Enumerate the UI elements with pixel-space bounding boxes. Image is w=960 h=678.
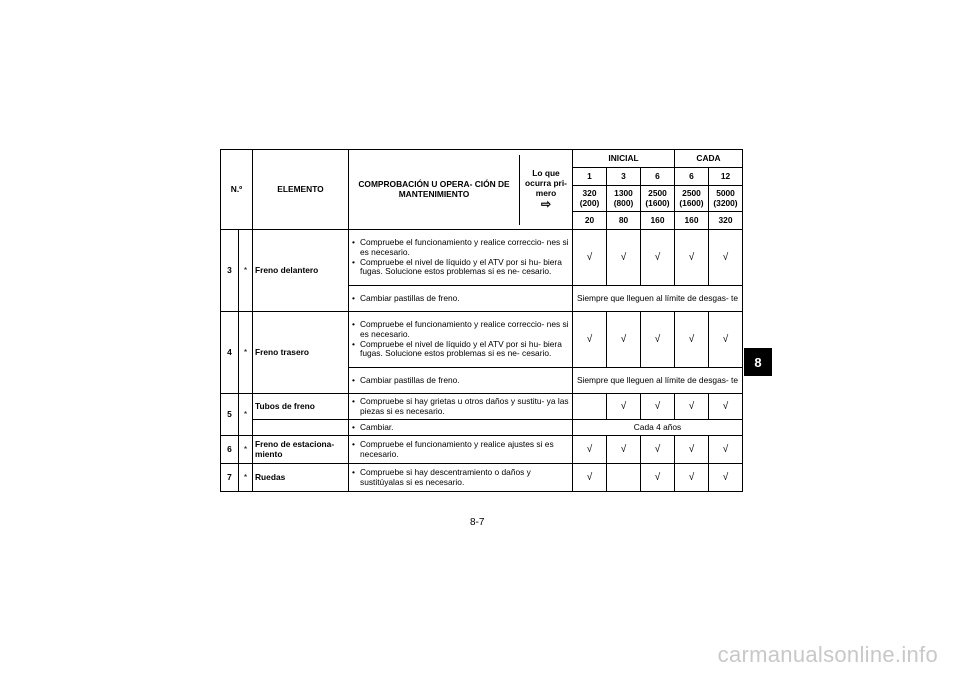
- horas-2: 80: [607, 212, 641, 230]
- row-3-star: *: [239, 230, 253, 312]
- chapter-tab: 8: [744, 348, 772, 376]
- row-7-element: Ruedas: [253, 464, 349, 492]
- row-4-replace-cell: [349, 368, 573, 394]
- row-5-check-3: √: [641, 394, 675, 420]
- row-7-check-3: √: [641, 464, 675, 492]
- watermark: carmanualsonline.info: [717, 642, 938, 667]
- horas-5: 320: [709, 212, 743, 230]
- row-3-checks: [349, 230, 573, 286]
- row-7-check-4: √: [675, 464, 709, 492]
- row-3-element: Freno delantero: [253, 230, 349, 312]
- maintenance-table: [220, 149, 743, 492]
- row-5-note: Cada 4 años: [573, 420, 743, 436]
- header-first: Lo que ocurra pri- mero: [525, 168, 567, 198]
- row-4-no: 4: [221, 312, 239, 394]
- row-7-checks: [349, 464, 573, 492]
- header-first-cell: [519, 155, 572, 225]
- row-6-check-3: √: [641, 436, 675, 464]
- row-7-check-5: √: [709, 464, 743, 492]
- horas-1: 20: [573, 212, 607, 230]
- row-3-check-2: √: [607, 230, 641, 286]
- row-5-element-blank: [253, 420, 349, 436]
- row-5-replace-cell: [349, 420, 573, 436]
- row-4-checks: [349, 312, 573, 368]
- km-4: 2500 (1600): [675, 186, 709, 212]
- row-6-check-4: √: [675, 436, 709, 464]
- mes-5: 12: [709, 168, 743, 186]
- row-4-note: Siempre que lleguen al límite de desgas- te: [573, 368, 743, 394]
- header-inicial: INICIAL: [573, 150, 675, 168]
- row-6-no: 6: [221, 436, 239, 464]
- row-3-check-3: √: [641, 230, 675, 286]
- row-6-check-5: √: [709, 436, 743, 464]
- row-4-check-3: √: [641, 312, 675, 368]
- row-3-item-2: • Compruebe el nivel de líquido y el ATV por si hu- biera fugas. Solucione estos problemas si es ne- cesario.: [351, 258, 570, 277]
- row-6-checks: [349, 436, 573, 464]
- row-3-check-5: √: [709, 230, 743, 286]
- row-6-check-2: √: [607, 436, 641, 464]
- row-3-replace-cell: [349, 286, 573, 312]
- row-7-check-1: √: [573, 464, 607, 492]
- row-4-check-5: √: [709, 312, 743, 368]
- row-5-no: 5: [221, 394, 239, 436]
- km-5: 5000 (3200): [709, 186, 743, 212]
- horas-3: 160: [641, 212, 675, 230]
- header-cada: CADA: [675, 150, 743, 168]
- mes-1: 1: [573, 168, 607, 186]
- right-arrow-icon: ⇨: [540, 197, 552, 212]
- row-3-check-1: √: [573, 230, 607, 286]
- header-check-cell: [349, 150, 573, 230]
- row-4-item-1: • Compruebe el funcionamiento y realice correccio- nes si es necesario.: [351, 320, 570, 339]
- row-4-item-3: • Cambiar pastillas de freno.: [351, 376, 570, 386]
- row-7-check-2: [607, 464, 641, 492]
- row-4-item-2: • Compruebe el nivel de líquido y el ATV por si hu- biera fugas. Solucione estos problemas si es ne- cesario.: [351, 340, 570, 359]
- header-element: ELEMENTO: [253, 150, 349, 230]
- header-no: N.º: [221, 150, 253, 230]
- row-3-item-1: • Compruebe el funcionamiento y realice correccio- nes si es necesario.: [351, 238, 570, 257]
- km-3: 2500 (1600): [641, 186, 675, 212]
- row-4-star: *: [239, 312, 253, 394]
- row-3-note: Siempre que lleguen al límite de desgas- te: [573, 286, 743, 312]
- row-5-element: Tubos de freno: [253, 394, 349, 420]
- mes-2: 3: [607, 168, 641, 186]
- row-5-item-2: • Cambiar.: [351, 423, 570, 433]
- row-5-item-1: • Compruebe si hay grietas u otros daños y sustitu- ya las piezas si es necesario.: [351, 397, 570, 416]
- row-6-item-1: • Compruebe el funcionamiento y realice ajustes si es necesario.: [351, 440, 570, 459]
- row-4-check-1: √: [573, 312, 607, 368]
- row-5-checks: [349, 394, 573, 420]
- row-6-element: Freno de estaciona- miento: [253, 436, 349, 464]
- row-7-no: 7: [221, 464, 239, 492]
- row-5-check-4: √: [675, 394, 709, 420]
- page-number: 8-7: [470, 517, 485, 528]
- row-5-check-1: [573, 394, 607, 420]
- km-1: 320 (200): [573, 186, 607, 212]
- row-3-check-4: √: [675, 230, 709, 286]
- horas-4: 160: [675, 212, 709, 230]
- row-7-item-1: • Compruebe si hay descentramiento o daños y sustitúyalas si es necesario.: [351, 468, 570, 487]
- mes-3: 6: [641, 168, 675, 186]
- row-5-star: *: [239, 394, 253, 436]
- row-4-check-4: √: [675, 312, 709, 368]
- row-6-check-1: √: [573, 436, 607, 464]
- row-7-star: *: [239, 464, 253, 492]
- row-6-star: *: [239, 436, 253, 464]
- row-3-item-3: • Cambiar pastillas de freno.: [351, 294, 570, 304]
- row-4-element: Freno trasero: [253, 312, 349, 394]
- header-check: COMPROBACIÓN U OPERA- CIÓN DE MANTENIMIENTO: [358, 178, 510, 199]
- row-5-check-2: √: [607, 394, 641, 420]
- row-3-no: 3: [221, 230, 239, 312]
- row-4-check-2: √: [607, 312, 641, 368]
- km-2: 1300 (800): [607, 186, 641, 212]
- mes-4: 6: [675, 168, 709, 186]
- row-5-check-5: √: [709, 394, 743, 420]
